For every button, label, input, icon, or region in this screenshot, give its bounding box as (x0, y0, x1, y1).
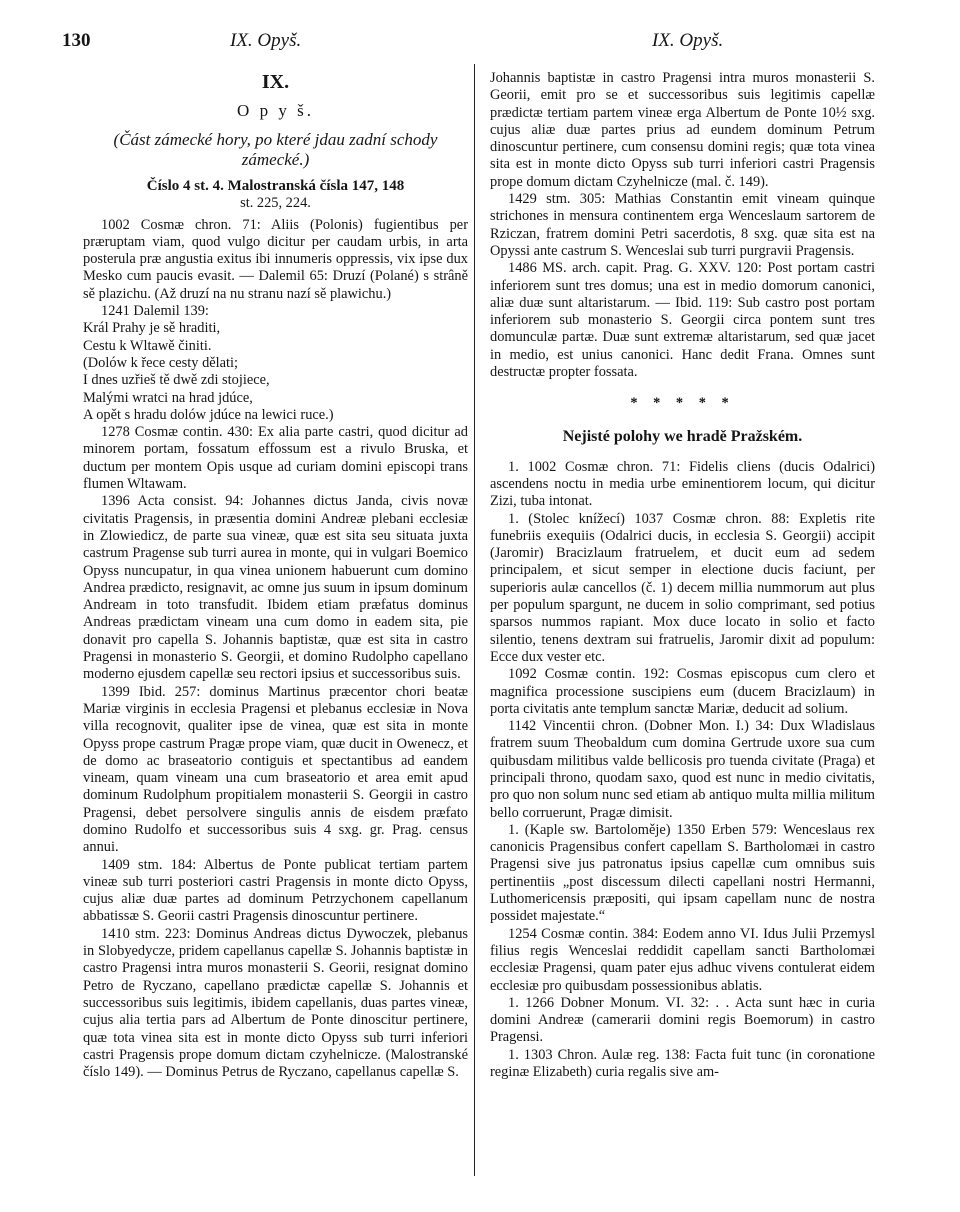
paragraph: 1399 Ibid. 257: dominus Martinus præcentor chori beatæ Mariæ virginis in ecclesia Pragensi et plebanus ecclesiæ in Nova villa recognovit, qualiter ipse de vinea, quæ est sita in monte Opyss prope castrum Pragæ prope viam, quæ ducit in Owenecz, et de domo ac braseatorio contiguis et spectantibus ad eandem vineam, quam vineam una cum braseatorio et area emit apud dominum Rudolphum propitialem monasterii S. Georgii in castro Pragensi, debet persolvere singulis annis de eisdem præfato domino Rudolfo et successoribus suis 4 sxg. gr. Prag. census annui. (83, 683, 468, 856)
paragraph: 1254 Cosmæ contin. 384: Eodem anno VI. Idus Julii Przemysl filius regis Wenceslai reddidit capellam sancti Bartholomæi ecclesiæ Pragensi, quam pater ejus adhuc vivens contulerat eidem ecclesiæ pro quibusdam possessionibus ablatis. (490, 925, 875, 994)
paragraph-continued: Johannis baptistæ in castro Pragensi intra muros monasterii S. Georii, emit pro se et successoribus suis legitimis capellæ prædictæ tertiam partem vineæ erga Albertum de Ponte 10½ sxg. cujus aliæ duæ partes prius ad eundem dominum Petrum dinoscuntur pertinere, cum consensu domini regis; quæ tota vinea sita est in monte dicto Opyss sub turri inferiori castri Pragensis prope domum dictam Czyhelnicze (mal. č. 149). (490, 70, 875, 190)
paragraph: 1409 stm. 184: Albertus de Ponte publicat tertiam partem vineæ sub turri posteriori castri Pragensis in monte dicto Opyss, cujus aliæ duæ partes ad dominum Petrzychonem capellanum abbatissæ S. Georii castri Pragensis dinoscuntur pertinere. (83, 856, 468, 925)
paragraph: 1002 Cosmæ chron. 71: Aliis (Polonis) fugientibus per præruptam viam, quod vulgo dicitur per caudam urbis, in arta posterula præ angustia exitus ibi innumeris oppressis, vix ipse dux Mesko cum paucis evasit. — Dalemil 65: Druzí (Polané) s strâně sě plazichu. (Až druzí na nu stranu nazí sě plawichu.) (83, 216, 468, 302)
paragraph: 1092 Cosmæ contin. 192: Cosmas episcopus cum clero et magnifica processione suscipiens eum (ducem Bracizlaum) in porta civitatis ante templum sanctæ Mariæ, deducit ad solium. (490, 666, 875, 717)
verse-line: I dnes uzřieš tě dwě zdi stojiece, (83, 372, 270, 389)
running-head-right: IX. Opyš. (652, 30, 724, 51)
paragraph: 1. 1303 Chron. Aulæ reg. 138: Facta fuit tunc (in coronatione reginæ Elizabeth) curia regalis sive am- (490, 1046, 875, 1081)
paragraph: 1278 Cosmæ contin. 430: Ex alia parte castri, quod dicitur ad minorem portam, fossatum effossum est a rivulo Bruska, et ductum per montem Opis usque ad curiam domini episcopi trans flumen Wltawam. (83, 424, 468, 493)
verse-line: Cestu k Wltawě činiti. (83, 337, 212, 354)
verse-line: A opět s hradu dolów jdúce na lewici ruce.) (83, 406, 334, 423)
section-title: Nejisté polohy we hradě Pražském. (562, 427, 803, 445)
paragraph: 1429 stm. 305: Mathias Constantin emit vineam quinque strichones in mensura continentem erga Wenceslaum sartorem de Rziczan, fratrem domini Petri sacerdotis, 8 sxg. quæ sita est na Opyssi ante castrum S. Wenceslai sub turri purgravii Pragensis. (490, 191, 875, 259)
chapter-subtitle: (Část zámecké hory, po které jdau zadní schody zámecké.) (113, 130, 438, 169)
right-column (490, 70, 875, 1081)
page-number: 130 (62, 30, 91, 51)
section-separator: * * * * * (630, 395, 735, 412)
left-column (83, 70, 468, 1081)
paragraph: 1. (Stolec knížecí) 1037 Cosmæ chron. 88: Expletis rite funebriis exequiis (Odalrici ducis, in ecclesia S. Georgii) accipit (Jaromir) Bracizlaum fratruelem, et ducit eum ad sedem principalem, et sicut semper in electione ducis faciunt, per superioris aulæ cancellos (č. 1) decem millia nummorum aut plus per populum spargunt, ne ducem in solio comprimant, sed potius sparsos nummos rapiant. Mox duce locato in solio et facto silentio, tenens dextram sui fratruelis, Jaromir dixit ad populum: Ecce dux vester etc. (490, 510, 875, 665)
address-line: Číslo 4 st. 4. Malostranská čísla 147, 148 (146, 178, 405, 194)
paragraph: 1396 Acta consist. 94: Johannes dictus Janda, civis novæ civitatis Pragensis, in præsentia domini Andreæ plebani ecclesiæ in Zlowiedicz, de parte sua vineæ, quæ est sita seu situata juxta castrum Pragense sub turri aurea in monte, qui in vulgari Boemico Opyss nuncupatur, in qua vinea unionem habuerunt cum domino Andrea prædicto, resignavit, ac omne jus suum in ipsum dominum Andream in toto transfudit. Ibidem etiam præfatus dominus Andreas prædictam vineam una cum domo in eadem sita, pie donavit pro capella S. Johannis baptistæ, quæ est sita in castro Pragensi in monasterio S. Georgii, et domino Rudolpho capellano moderno ejusdem capellæ seu rectori ipsius et successoribus suis. (83, 493, 468, 683)
verse-line: Král Prahy je sě hraditi, (83, 320, 221, 337)
paragraph: 1142 Vincentii chron. (Dobner Mon. I.) 34: Dux Wladislaus fratrem suum Theobaldum cum domina Gertrude uxore sua cum quibusdam militibus valde bellicosis pro tuenda civitate (Praga) et principali throno, quodam saxo, quod est nunc in medio civitatis, pro quo non solum nunc sed etiam ab antiquo multa millia militum bello corruerunt, Pragæ dimisit. (490, 718, 875, 821)
verse-line: (Dolów k řece cesty dělati; (83, 354, 239, 371)
address-subline: st. 225, 224. (240, 195, 311, 212)
column-divider (474, 64, 475, 1176)
chapter-numeral: IX. (261, 71, 290, 93)
paragraph: 1486 MS. arch. capit. Prag. G. XXV. 120: Post portam castri inferiorem sunt tres domus; una est in medio domorum canonici, aliæ duæ sunt altaristarum. — Ibid. 119: Sub castro post portam inferiorem sub monasterio S. Georgii circa pontem sunt tres domunculæ partæ. Duæ sunt extremæ altaristarum, sed quæ jacet in medio, est unius canonici. Hanc dedit Frana. Omnes sunt destructæ propter fossata. (490, 260, 875, 381)
chapter-title: O p y š. (237, 101, 314, 120)
paragraph: 1. (Kaple sw. Bartoloměje) 1350 Erben 579: Wenceslaus rex canonicis Pragensibus confert capellam S. Bartholomæi in castro Pragensi sive jus patronatus ipsius capellæ cum omnibus suis pertinentiis „post discessum dilecti capellani nostri Hermanni, Luthomericensis præpositi, qui ipsam capellam nunc de nostra possidet majestate.“ (490, 821, 875, 925)
verse-line: Malými wratci na hrad jdúce, (83, 389, 253, 406)
paragraph: 1. 1002 Cosmæ chron. 71: Fidelis cliens (ducis Odalrici) ascendens noctu in media urbe eminentiorem locum, qui dicitur Zizi, tuba intonat. (490, 458, 875, 510)
verse-heading: 1241 Dalemil 139: (101, 303, 209, 320)
page-header (62, 30, 900, 56)
paragraph: 1410 stm. 223: Dominus Andreas dictus Dywoczek, plebanus in Slobyedycze, pridem capellanus capellæ S. Johannis baptistæ in castro Pragensi intra muros monasterii S. Georii, resignat domino Petro de Ryczano, capellano prædictæ capellæ S. Johannis et successoribus suis legitimis, ibidem capellanis, duas partes vineæ, cujus alia tertia pars ad Albertum de Ponte dinoscitur pertinere, quæ tota vinea sita est in monte dicto Opyss sub turri inferiori castri Pragensis prope domum dictam czyhelnicze. (Malostranské číslo 149). — Dominus Petrus de Ryczano, capellanus capellæ S. (83, 925, 468, 1081)
running-head-left: IX. Opyš. (230, 30, 302, 51)
paragraph: 1. 1266 Dobner Monum. VI. 32: . . Acta sunt hæc in curia domini Andreæ (camerarii domini regis Boemorum) in castro Pragensi. (490, 994, 875, 1046)
